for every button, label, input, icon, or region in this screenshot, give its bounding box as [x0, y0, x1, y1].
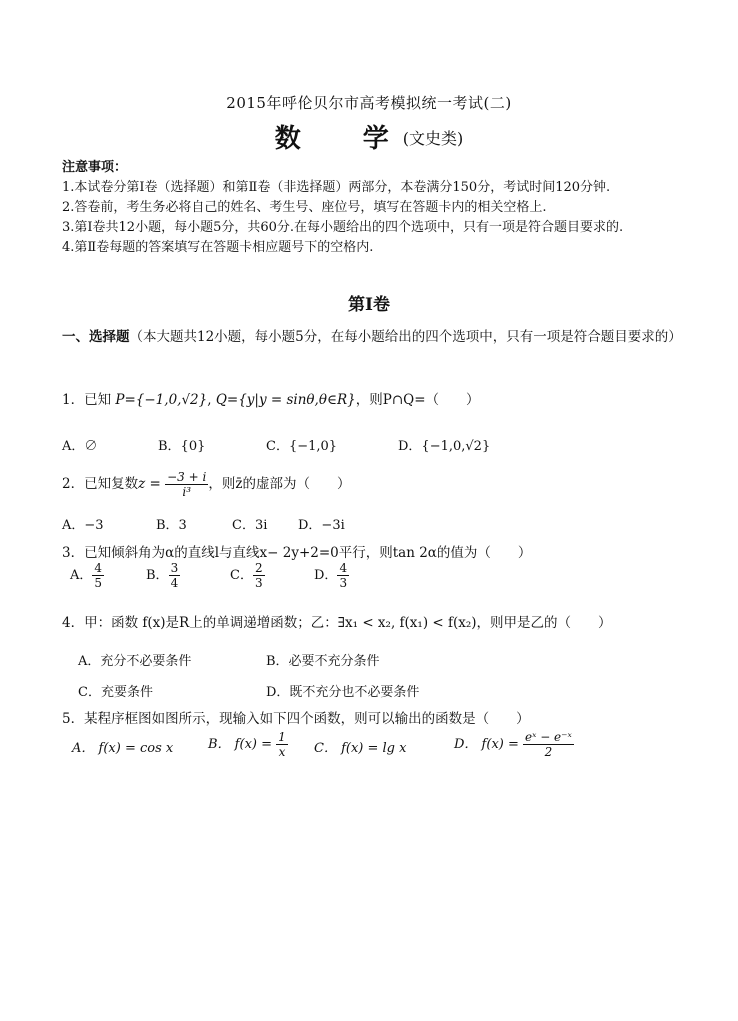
q4-option-a: A．充分不必要条件: [78, 654, 192, 669]
q3-b-fraction: [169, 561, 181, 590]
q3-c-label: C．: [230, 568, 253, 583]
question-1: 1．已知 P={−1,0,√2}, Q={y|y = sinθ,θ∈R}，则P∩Q=（ ）: [62, 392, 480, 408]
q1-option-b: B．{0}: [158, 439, 206, 454]
q1-suffix: ，则P∩Q=（ ）: [355, 392, 480, 408]
q3-a-fraction: [92, 561, 104, 590]
q3-d-fraction: [337, 561, 349, 590]
note-item-3: 3.第Ⅰ卷共12小题，每小题5分，共60分.在每小题给出的四个选项中，只有一项是符合题目要求的.: [62, 220, 624, 235]
q2-numerator: −3 + i: [167, 470, 207, 484]
q1-option-c: C．{−1,0}: [266, 439, 338, 454]
section-desc: （本大题共12小题，每小题5分，在每小题给出的四个选项中，只有一项是符合题目要求的）: [129, 329, 682, 345]
q5-d-fraction: [523, 730, 574, 759]
note-item-4: 4.第Ⅱ卷每题的答案填写在答题卡相应题号下的空格内.: [62, 240, 374, 255]
q5-option-a: A． f(x) = cos x: [72, 741, 174, 756]
q2-option-c: C．3i: [232, 518, 268, 533]
q3-b-label: B．: [146, 568, 169, 583]
q5-b-fraction: [276, 730, 288, 759]
q3-a-den: 5: [94, 576, 103, 590]
q2-option-b: B．3: [156, 518, 187, 533]
question-5: 5．某程序框图如图所示，现输入如下四个函数，则可以输出的函数是（ ）: [62, 711, 530, 727]
q3-option-d: [314, 561, 349, 590]
note-item-1: 1.本试卷分第Ⅰ卷（选择题）和第Ⅱ卷（非选择题）两部分，本卷满分150分，考试时间120分钟.: [62, 180, 611, 195]
q3-a-label: A．: [70, 568, 93, 583]
q3-c-fraction: [253, 561, 265, 590]
q2-prefix: 2．已知复数: [62, 476, 139, 492]
subject-char-2: 学: [362, 124, 389, 154]
q1-option-d: D．{−1,0,√2}: [398, 439, 491, 454]
q1-prefix: 1．已知: [62, 392, 112, 408]
q1-q-set: Q={y|y = sinθ,θ∈R}: [215, 392, 356, 408]
q2-denominator: i³: [182, 485, 192, 499]
subject-heading: [0, 118, 738, 155]
q1-option-a: A．∅: [62, 439, 98, 454]
q5-d-label: D． f(x) =: [454, 737, 519, 752]
q2-option-a: A．−3: [62, 518, 104, 533]
q3-option-c: [230, 561, 265, 590]
notes-block: [62, 158, 682, 258]
volume-title: 第Ⅰ卷: [348, 295, 390, 315]
q3-a-num: 4: [94, 561, 103, 575]
q5-d-den: 2: [544, 745, 553, 759]
q3-d-label: D．: [314, 568, 338, 583]
q5-option-d: [454, 730, 574, 759]
notes-heading: 注意事项：: [62, 160, 128, 175]
q1-p-set: P={−1,0,√2}: [115, 392, 208, 408]
question-4: 4．甲：函数 f(x)是R上的单调递增函数；乙：∃x₁ < x₂, f(x₁) < f(x₂)，则甲是乙的（ ）: [62, 615, 612, 631]
q2-option-d: D．−3i: [298, 518, 345, 533]
note-item-2: 2.答卷前，考生务必将自己的姓名、考生号、座位号，填写在答题卡内的相关空格上.: [62, 200, 547, 215]
q5-d-num: eˣ − e⁻ˣ: [525, 730, 572, 744]
q2-suffix: ，则z̄的虚部为（ ）: [208, 476, 351, 492]
q5-option-c: C． f(x) = lg x: [314, 741, 407, 756]
subject-type: (文史类): [402, 129, 464, 148]
q4-option-b: B．必要不充分条件: [266, 654, 380, 669]
section-label: 一、选择题: [62, 329, 130, 345]
section-heading: [62, 324, 686, 350]
q5-b-num: 1: [278, 730, 286, 744]
q4-option-d: D．既不充分也不必要条件: [266, 685, 420, 700]
q3-c-den: 3: [254, 576, 263, 590]
q3-option-b: [146, 561, 180, 590]
q3-c-num: 2: [254, 561, 263, 575]
q5-option-b: [208, 730, 288, 759]
q3-b-num: 3: [170, 561, 179, 575]
exam-title: 2015年呼伦贝尔市高考模拟统一考试(二): [226, 94, 512, 112]
q3-d-num: 4: [339, 561, 348, 575]
q3-b-den: 4: [170, 576, 179, 590]
question-3: 3．已知倾斜角为α的直线l与直线x− 2y+2=0平行，则tan 2α的值为（ ）: [62, 545, 532, 561]
subject-char-1: 数: [274, 124, 301, 154]
q4-option-c: C．充要条件: [78, 685, 153, 700]
q2-fraction: [165, 470, 208, 499]
q3-d-den: 3: [339, 576, 348, 590]
q5-b-den: x: [278, 745, 286, 759]
q5-b-label: B． f(x) =: [208, 737, 272, 752]
q3-option-a: [70, 561, 104, 590]
question-2: 2．已知复数z = $\frac{-3 + i}{\text{i³}}$ ，则z̄的虚部为（ ）: [62, 470, 351, 499]
